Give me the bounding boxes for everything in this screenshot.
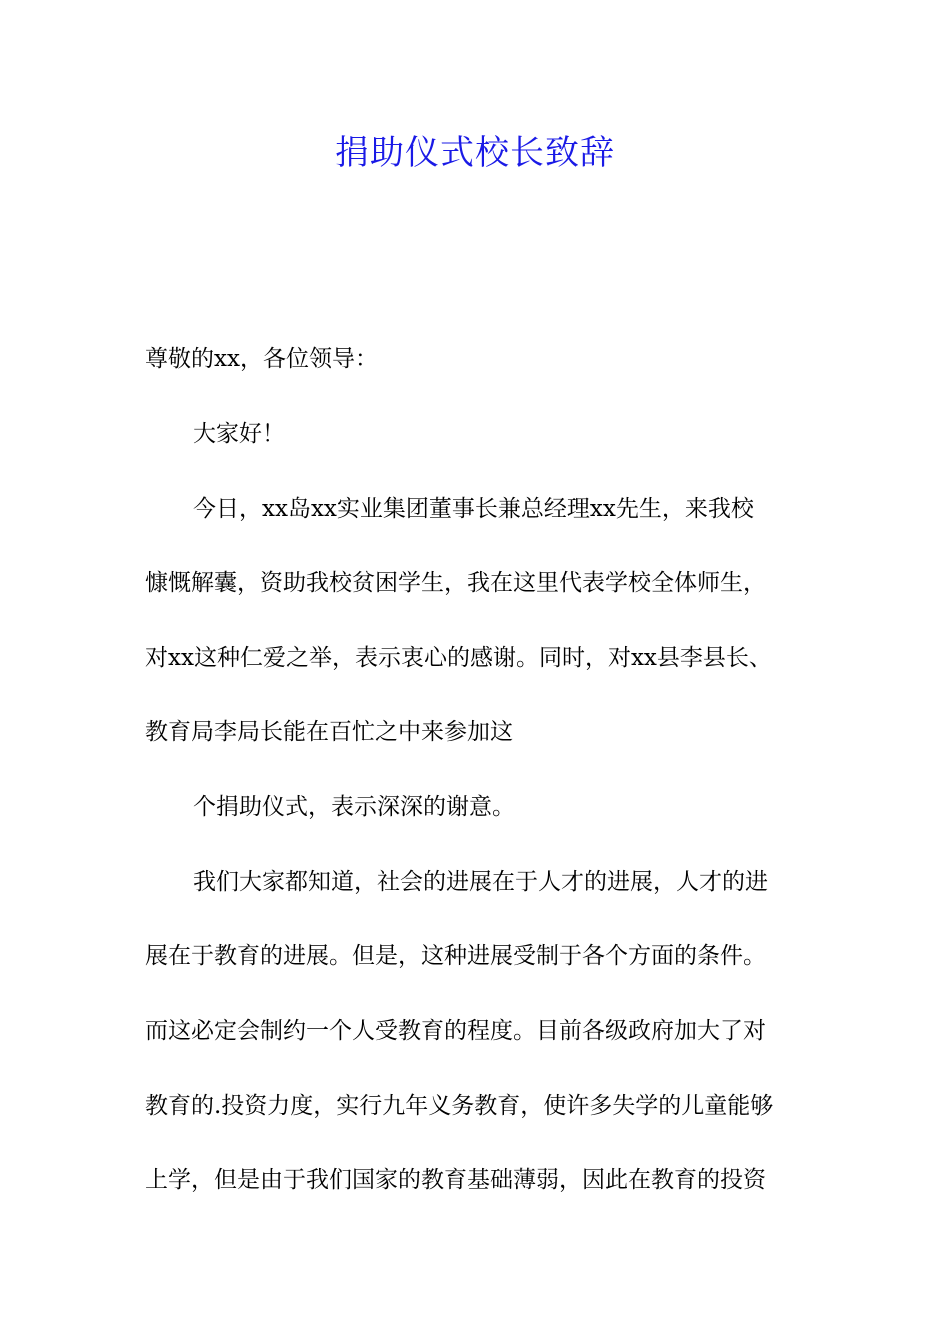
- greeting-line: 大家好！: [193, 421, 285, 447]
- document-title: 捐助仪式校长致辞: [335, 133, 615, 173]
- body-text-line: 教育局李局长能在百忙之中来参加这: [145, 719, 513, 745]
- salutation-line: 尊敬的xx，各位领导：: [145, 346, 378, 372]
- body-text-line: 对xx这种仁爱之举，表示衷心的感谢。同时，对xx县李县长、: [145, 645, 772, 671]
- body-text-line: 上学，但是由于我们国家的教育基础薄弱，因此在教育的投资: [145, 1167, 766, 1193]
- body-text-line: 教育的.投资力度，实行九年义务教育，使许多失学的儿童能够: [145, 1093, 774, 1119]
- body-text-line: 我们大家都知道，社会的进展在于人才的进展，人才的进: [193, 869, 768, 895]
- body-text-line: 展在于教育的进展。但是，这种进展受制于各个方面的条件。: [145, 943, 766, 969]
- body-text-line: 慷慨解囊，资助我校贫困学生，我在这里代表学校全体师生，: [145, 570, 766, 596]
- body-text-line: 而这必定会制约一个人受教育的程度。目前各级政府加大了对: [145, 1018, 766, 1044]
- body-text-line: 个捐助仪式，表示深深的谢意。: [193, 794, 515, 820]
- body-text-line: 今日，xx岛xx实业集团董事长兼总经理xx先生，来我校: [193, 496, 754, 522]
